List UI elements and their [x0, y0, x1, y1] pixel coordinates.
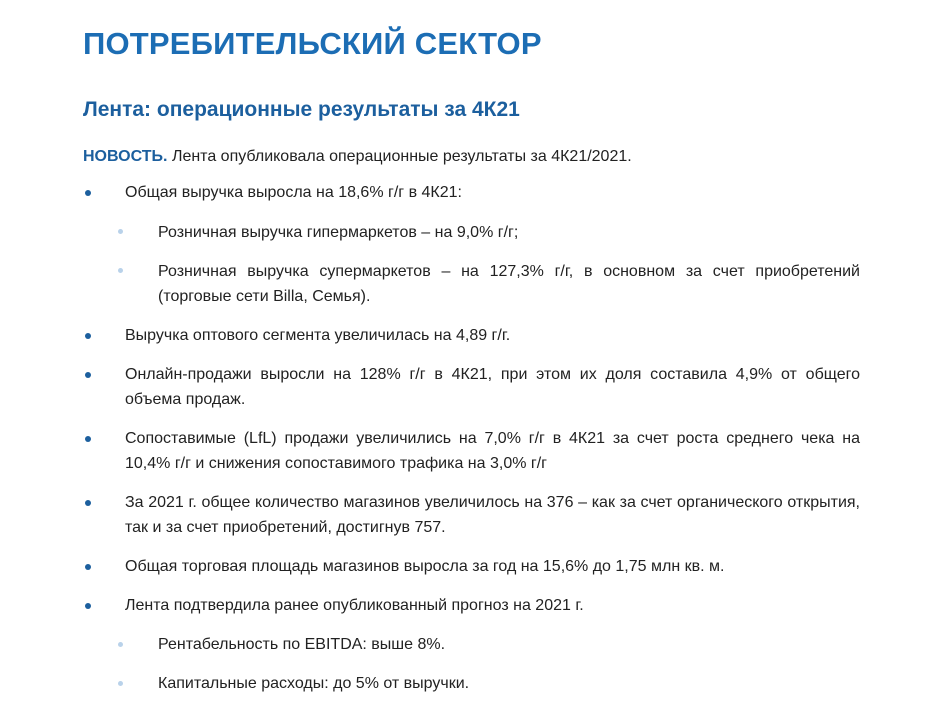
sub-bullet-capex: [158, 671, 860, 696]
article-title: Лента: операционные результаты за 4К21: [83, 98, 520, 121]
bullet-dot: [83, 497, 93, 507]
bullet-text: Сопоставимые (LfL) продажи увеличились на 7,0% г/г в 4К21 за счет роста среднего чека на 10,4% г/г и снижения сопоставимого трафика на 3,0% г/г: [125, 430, 860, 472]
bullet-stores: [125, 490, 860, 540]
sub-bullet-dot: [116, 639, 126, 649]
bullet-text: Общая торговая площадь магазинов выросла за год на 15,6% до 1,75 млн кв. м.: [125, 558, 725, 575]
sub-bullet-text: Розничная выручка гипермаркетов – на 9,0% г/г;: [158, 224, 519, 241]
sub-bullet-text: Рентабельность по EBITDA: выше 8%.: [158, 636, 446, 653]
sub-bullet-super: [158, 259, 860, 309]
bullet-text: Выручка оптового сегмента увеличилась на 4,89 г/г.: [125, 327, 511, 344]
section-title: ПОТРЕБИТЕЛЬСКИЙ СЕКТОР: [83, 26, 542, 61]
sub-bullet-dot: [116, 678, 126, 688]
news-line: [83, 146, 863, 168]
bullet-dot: [83, 600, 93, 610]
bullet-area: [125, 554, 860, 579]
bullet-online: [125, 362, 860, 412]
bullet-text: Общая выручка выросла на 18,6% г/г в 4К21:: [125, 184, 462, 201]
bullet-text: Лента подтвердила ранее опубликованный прогноз на 2021 г.: [125, 597, 584, 614]
sub-bullet-dot: [116, 265, 126, 275]
bullet-dot: [83, 369, 93, 379]
sub-bullet-text: Капитальные расходы: до 5% от выручки.: [158, 675, 470, 692]
bullet-dot: [83, 561, 93, 571]
sub-bullet-text: Розничная выручка супермаркетов – на 127,3% г/г, в основном за счет приобретений (торговые сети Billa, Семья).: [158, 263, 860, 305]
news-text: Лента опубликовала операционные результаты за 4К21/2021.: [171, 148, 632, 165]
bullet-wholesale: [125, 323, 860, 348]
sub-bullet-dot: [116, 226, 126, 236]
bullet-revenue: [125, 180, 860, 205]
bullet-dot: [83, 330, 93, 340]
bullet-dot: [83, 433, 93, 443]
sub-bullet-ebitda: [158, 632, 860, 657]
bullet-guidance: [125, 593, 860, 618]
sub-bullet-hyper: [158, 220, 860, 245]
bullet-text: За 2021 г. общее количество магазинов увеличилось на 376 – как за счет органического открытия, так и за счет приобретений, достигнув 757.: [125, 494, 860, 536]
bullet-text: Онлайн-продажи выросли на 128% г/г в 4К21, при этом их доля составила 4,9% от общего объема продаж.: [125, 366, 860, 408]
bullet-lfl: [125, 426, 860, 476]
bullet-dot: [83, 187, 93, 197]
news-label: НОВОСТЬ.: [83, 148, 168, 165]
